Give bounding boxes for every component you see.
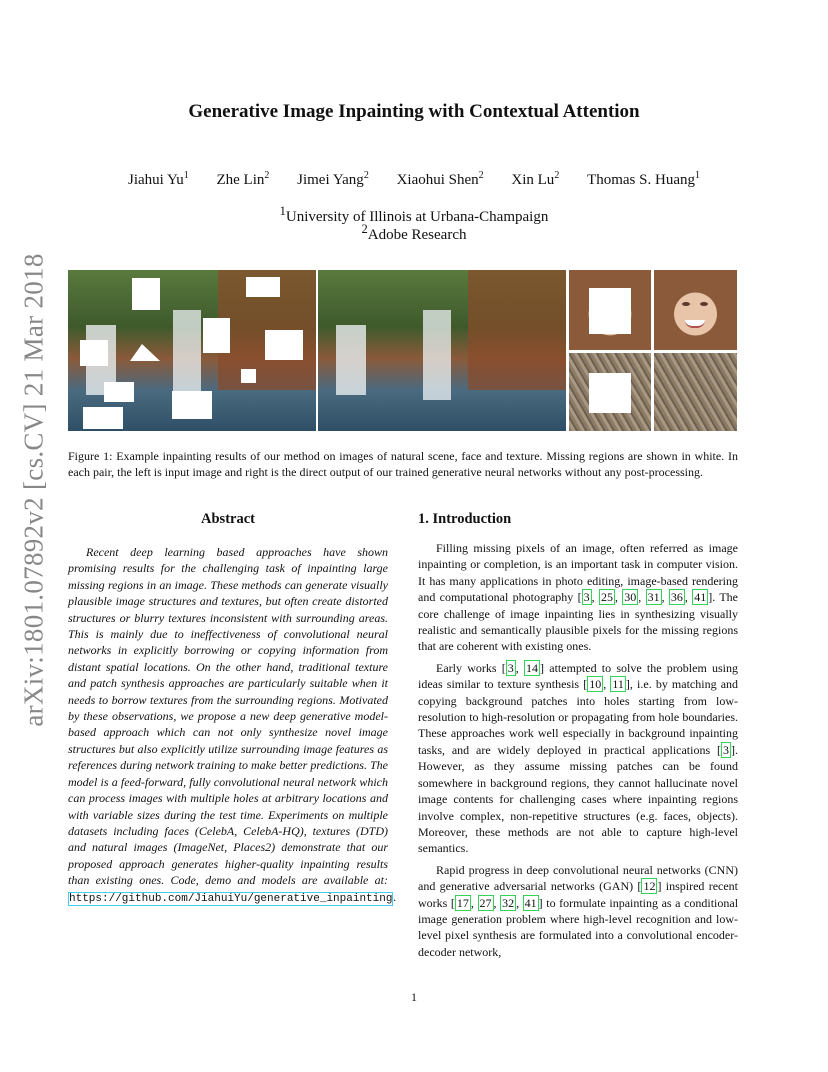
citation[interactable]: 25 (600, 590, 613, 605)
author: Zhe Lin$^2$ (216, 170, 270, 188)
intro-body (418, 540, 738, 965)
page-number: 1 (411, 990, 417, 1004)
intro-paragraph: Rapid progress in deep convolutional neural networks (CNN) and generative adversarial networks (GAN) [ 12 ] inspired recent works [ 17 , 27 , 32 , 41 ] to formulate inpainting as a conditional image generation problem where high-level recognition and low-level pixel synthesis are formulated into a convolutional encoder-decoder network, (418, 862, 739, 959)
code-link[interactable]: https://github.com/JiahuiYu/generative_inpainting (69, 892, 393, 905)
affiliation: $^2$Adobe Research (361, 222, 467, 243)
citation[interactable]: 41 (524, 895, 537, 910)
citation[interactable]: 17 (456, 895, 469, 910)
scene-output-image (318, 270, 566, 431)
intro-paragraph: Early works [ 3 , 14 ] attempted to solve the problem using ideas similar to texture synthesis [ 10 , 11 ], i.e. by matching and copying background patches into holes starting from low-resolution to high-resolution or propagating from hole boundaries. These approaches work well especially in background inpainting tasks, and are widely deployed in practical applications [ 3 ]. However, as they assume missing patches can be found somewhere in background regions, they cannot hallucinate novel image contents for challenging cases where inpainting regions involve complex, non-repetitive structures (e.g. faces, objects). Moreover, these methods are not able to capture high-level semantics. (418, 660, 739, 856)
author: Xin Lu$^2$ (511, 170, 560, 188)
author: Xiaohui Shen$^2$ (396, 170, 484, 188)
author: Jimei Yang$^2$ (297, 170, 369, 188)
arxiv-stamp: arXiv:1801.07892v2 [cs.CV] 21 Mar 2018 (18, 253, 49, 727)
intro-paragraph: Filling missing pixels of an image, often referred as image inpainting or completion, is an important task in computer vision. It has many applications in photo editing, image-based rendering and computational photography [ 3 , 25 , 30 , 31 , 36 , 41 ]. The core challenge of image inpainting lies in synthesizing visually realistic and semantically plausible pixels for the missing regions that are coherent with existing ones. (418, 541, 739, 654)
affiliation: $^1$University of Illinois at Urbana-Champaign (279, 204, 549, 225)
citation[interactable]: 41 (694, 590, 707, 605)
face-input-image (569, 270, 651, 350)
citation[interactable]: 30 (624, 590, 637, 605)
citation[interactable]: 3 (723, 742, 729, 757)
citation[interactable]: 3 (583, 590, 590, 605)
figure-caption: Figure 1: Example inpainting results of our method on images of natural scene, face and texture. Missing regions are shown in white. In each pair, the left is input image and right is the direct output of our trained generative neural networks without any post-processing. (68, 449, 738, 479)
intro-heading: 1. Introduction (418, 511, 512, 527)
abstract-body: Recent deep learning based approaches have shown promising results for the challenging task of inpainting large missing regions in an image. These methods can generate visually plausible image structures and textures, but often create distorted structures or blurry textures inconsistent with surrounding areas. This is mainly due to ineffectiveness of convolutional neural networks in explicitly borrowing or copying information from distant spatial locations. On the other hand, traditional texture and patch synthesis approaches are particularly suitable when it needs to borrow textures from the surrounding regions. Motivated by these observations, we propose a new deep generative model-based approach which can not only synthesize novel image structures but also explicitly utilize surrounding image features as references during network training to make better predictions. The model is a feed-forward, fully convolutional neural network which can process images with multiple holes at arbitrary locations and with variable sizes during the test time. Experiments on multiple datasets including faces (CelebA, CelebA-HQ), textures (DTD) and natural images (ImageNet, Places2) demonstrate that our proposed approach generates higher-quality inpainting results than existing ones. Code, demo and models are available at: https://github.com/JiahuiYu/generative_inpainting. (68, 545, 397, 905)
author-list (0, 170, 828, 189)
abstract-heading: Abstract (201, 511, 255, 527)
texture-output-image (654, 353, 737, 431)
citation[interactable]: 14 (526, 660, 539, 675)
texture-input-image (569, 353, 651, 431)
face-output-image (654, 270, 737, 350)
citation[interactable]: 32 (502, 895, 515, 910)
figure-1 (68, 270, 737, 431)
author: Jiahui Yu$^1$ (128, 170, 189, 188)
citation[interactable]: 3 (507, 660, 514, 675)
citation[interactable]: 31 (647, 590, 660, 605)
scene-input-image (68, 270, 316, 431)
author: Thomas S. Huang$^1$ (587, 170, 700, 188)
citation[interactable]: 27 (479, 895, 492, 910)
citation[interactable]: 10 (589, 677, 602, 692)
citation[interactable]: 36 (670, 590, 683, 605)
paper-title: Generative Image Inpainting with Contextual Attention (188, 101, 640, 122)
citation[interactable]: 11 (612, 677, 624, 692)
citation[interactable]: 12 (643, 879, 656, 894)
